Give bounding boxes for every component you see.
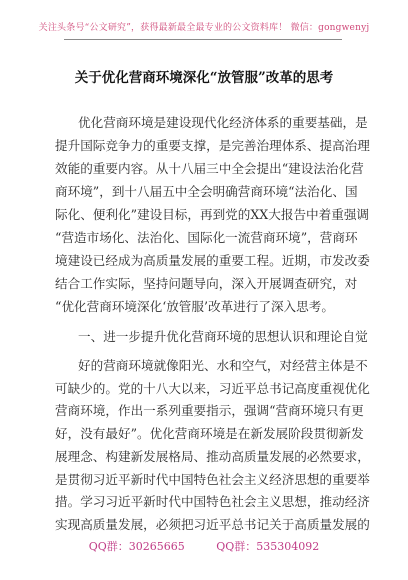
body-line: 好的营商环境就像阳光、水和空气，对经营主体是不	[78, 358, 368, 373]
footer-contact	[0, 538, 408, 554]
section-heading: 一、进一步提升优化营商环境的思想认识和理论自觉	[78, 329, 368, 344]
body-line: 际化、便利化”建设目标，再到党的XX大报告中着重强调	[55, 207, 370, 222]
body-line: 可缺少的。党的十八大以来，习近平总书记高度重视优化	[55, 380, 370, 396]
body-line: 营商环境，作出一系列重要指示，强调“营商环境只有更	[55, 403, 364, 419]
body-line: 措。学习习近平新时代中国特色社会主义思想，推动经济	[55, 494, 370, 510]
body-line: 效能的重要内容。从十八届三中全会提出“建设法治化营	[55, 161, 364, 176]
body-line: 实现高质量发展，必须把习近平总书记关于高质量发展的	[55, 516, 370, 532]
body-line: 提升国际竞争力的重要支撑，是完善治理体系、提高治理	[55, 138, 370, 153]
footer-qq-group-2: QQ群：535304092	[216, 540, 320, 553]
body-line: 境建设已经成为高质量发展的重要工程。近期，市发改委	[55, 253, 370, 268]
body-line: 结合工作实际，坚持问题导向，深入开展调查研究，对	[55, 276, 358, 291]
body-line: 商环境”，到十八届五中全会明确营商环境“法治化、国	[55, 184, 358, 199]
header-promo-note: 关注头条号“公文研究”，获得最新最全最专业的公文资料库！ 微信：gongwenyj	[38, 23, 370, 33]
footer-qq-group-1: QQ群：30265665	[88, 540, 185, 553]
body-line: 好，没有最好”。优化营商环境是在新发展阶段贯彻新发	[55, 426, 364, 442]
body-line: “营造市场化、法治化、国际化一流营商环境”，营商环	[55, 230, 358, 245]
body-line: 优化营商环境是建设现代化经济体系的重要基础，是	[78, 115, 368, 130]
body-line: 展理念、构建新发展格局、推动高质量发展的必然要求，	[55, 448, 370, 464]
body-line: “优化营商环境深化‘放管服’改革进行了深入思考。	[55, 299, 334, 314]
header-divider	[64, 39, 342, 40]
body-line: 是贯彻习近平新时代中国特色社会主义经济思想的重要举	[55, 471, 370, 487]
document-title: 关于优化营商环境深化“放管服”改革的思考	[74, 70, 334, 86]
